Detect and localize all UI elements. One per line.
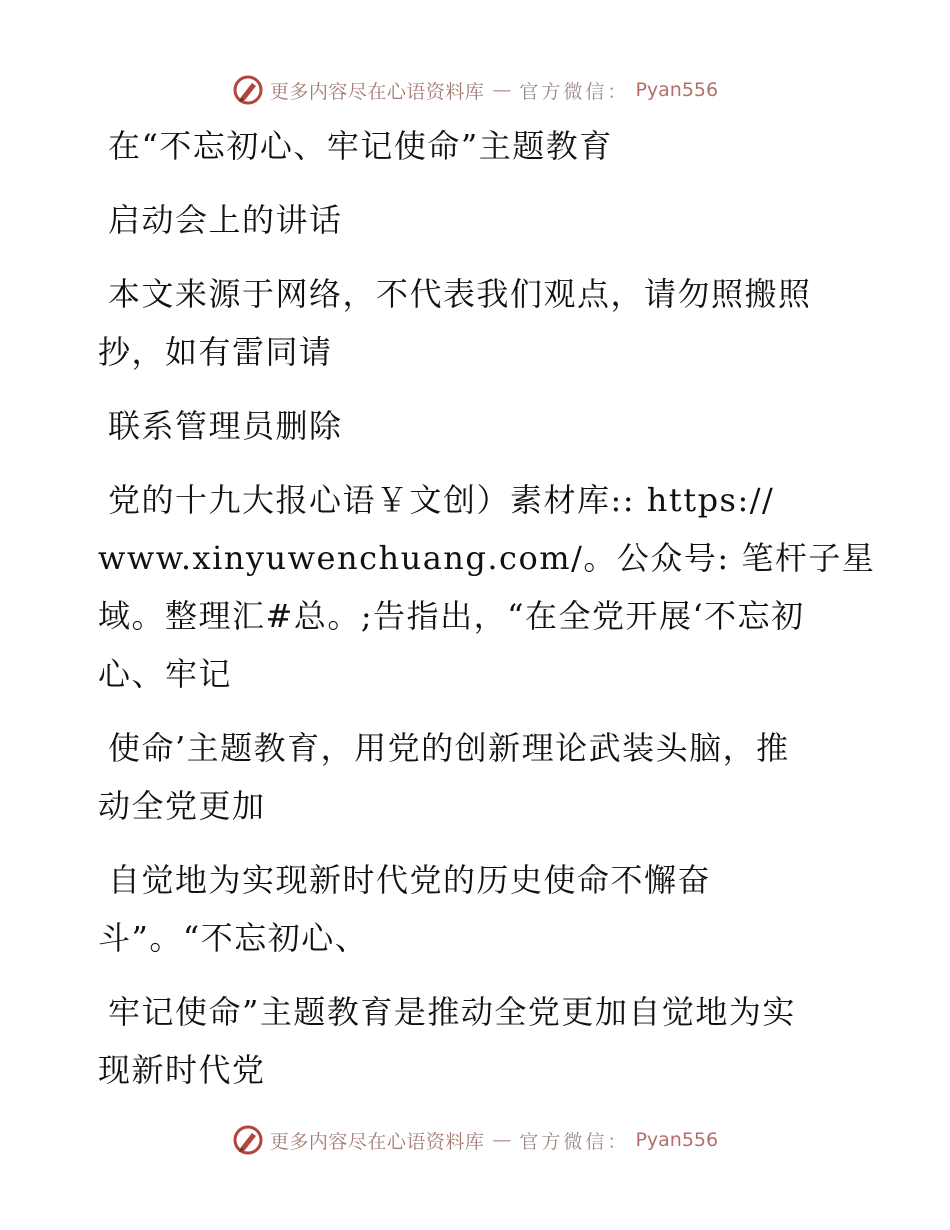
- text-line: 联系管理员删除: [108, 407, 343, 445]
- text-line: 抄，如有雷同请: [98, 333, 333, 371]
- pen-logo-icon: [232, 74, 264, 106]
- text-line: 斗”。“不忘初心、: [98, 919, 369, 957]
- watermark-official-label: 官方微信：: [519, 1130, 630, 1153]
- watermark-dash: —: [492, 79, 512, 101]
- text-line: 使命’主题教育，用党的创新理论武装头脑，推: [108, 729, 790, 767]
- text-line: 牢记使命”主题教育是推动全党更加自觉地为实: [108, 993, 796, 1031]
- text-line: 动全党更加: [98, 787, 266, 825]
- text-line: 现新时代党: [98, 1051, 266, 1089]
- pen-logo-icon: [232, 1124, 264, 1156]
- text-line: 心、牢记: [98, 655, 233, 693]
- watermark-wechat-id: Pyan556: [635, 79, 719, 101]
- watermark-dash: —: [492, 1129, 512, 1151]
- footer-watermark: [0, 1120, 950, 1160]
- text-line: 启动会上的讲话: [108, 201, 343, 239]
- text-line: 域。整理汇#总。;告指出，“在全党开展‘不忘初: [98, 597, 805, 635]
- watermark-wechat-id: Pyan556: [635, 1129, 719, 1151]
- text-line: 本文来源于网络，不代表我们观点，请勿照搬照: [108, 275, 812, 313]
- text-line: 在“不忘初心、牢记使命”主题教育: [108, 127, 613, 165]
- watermark-official-label: 官方微信：: [519, 80, 630, 103]
- header-watermark: [0, 70, 950, 110]
- text-line: 自觉地为实现新时代党的历史使命不懈奋: [108, 861, 712, 899]
- text-line: 党的十九大报心语￥文创）素材库:: https://: [108, 481, 775, 519]
- text-line: www.xinyuwenchuang.com/。公众号: 笔杆子星: [98, 539, 876, 577]
- watermark-title: 更多内容尽在心语资料库: [269, 1130, 485, 1153]
- watermark-title: 更多内容尽在心语资料库: [269, 80, 485, 103]
